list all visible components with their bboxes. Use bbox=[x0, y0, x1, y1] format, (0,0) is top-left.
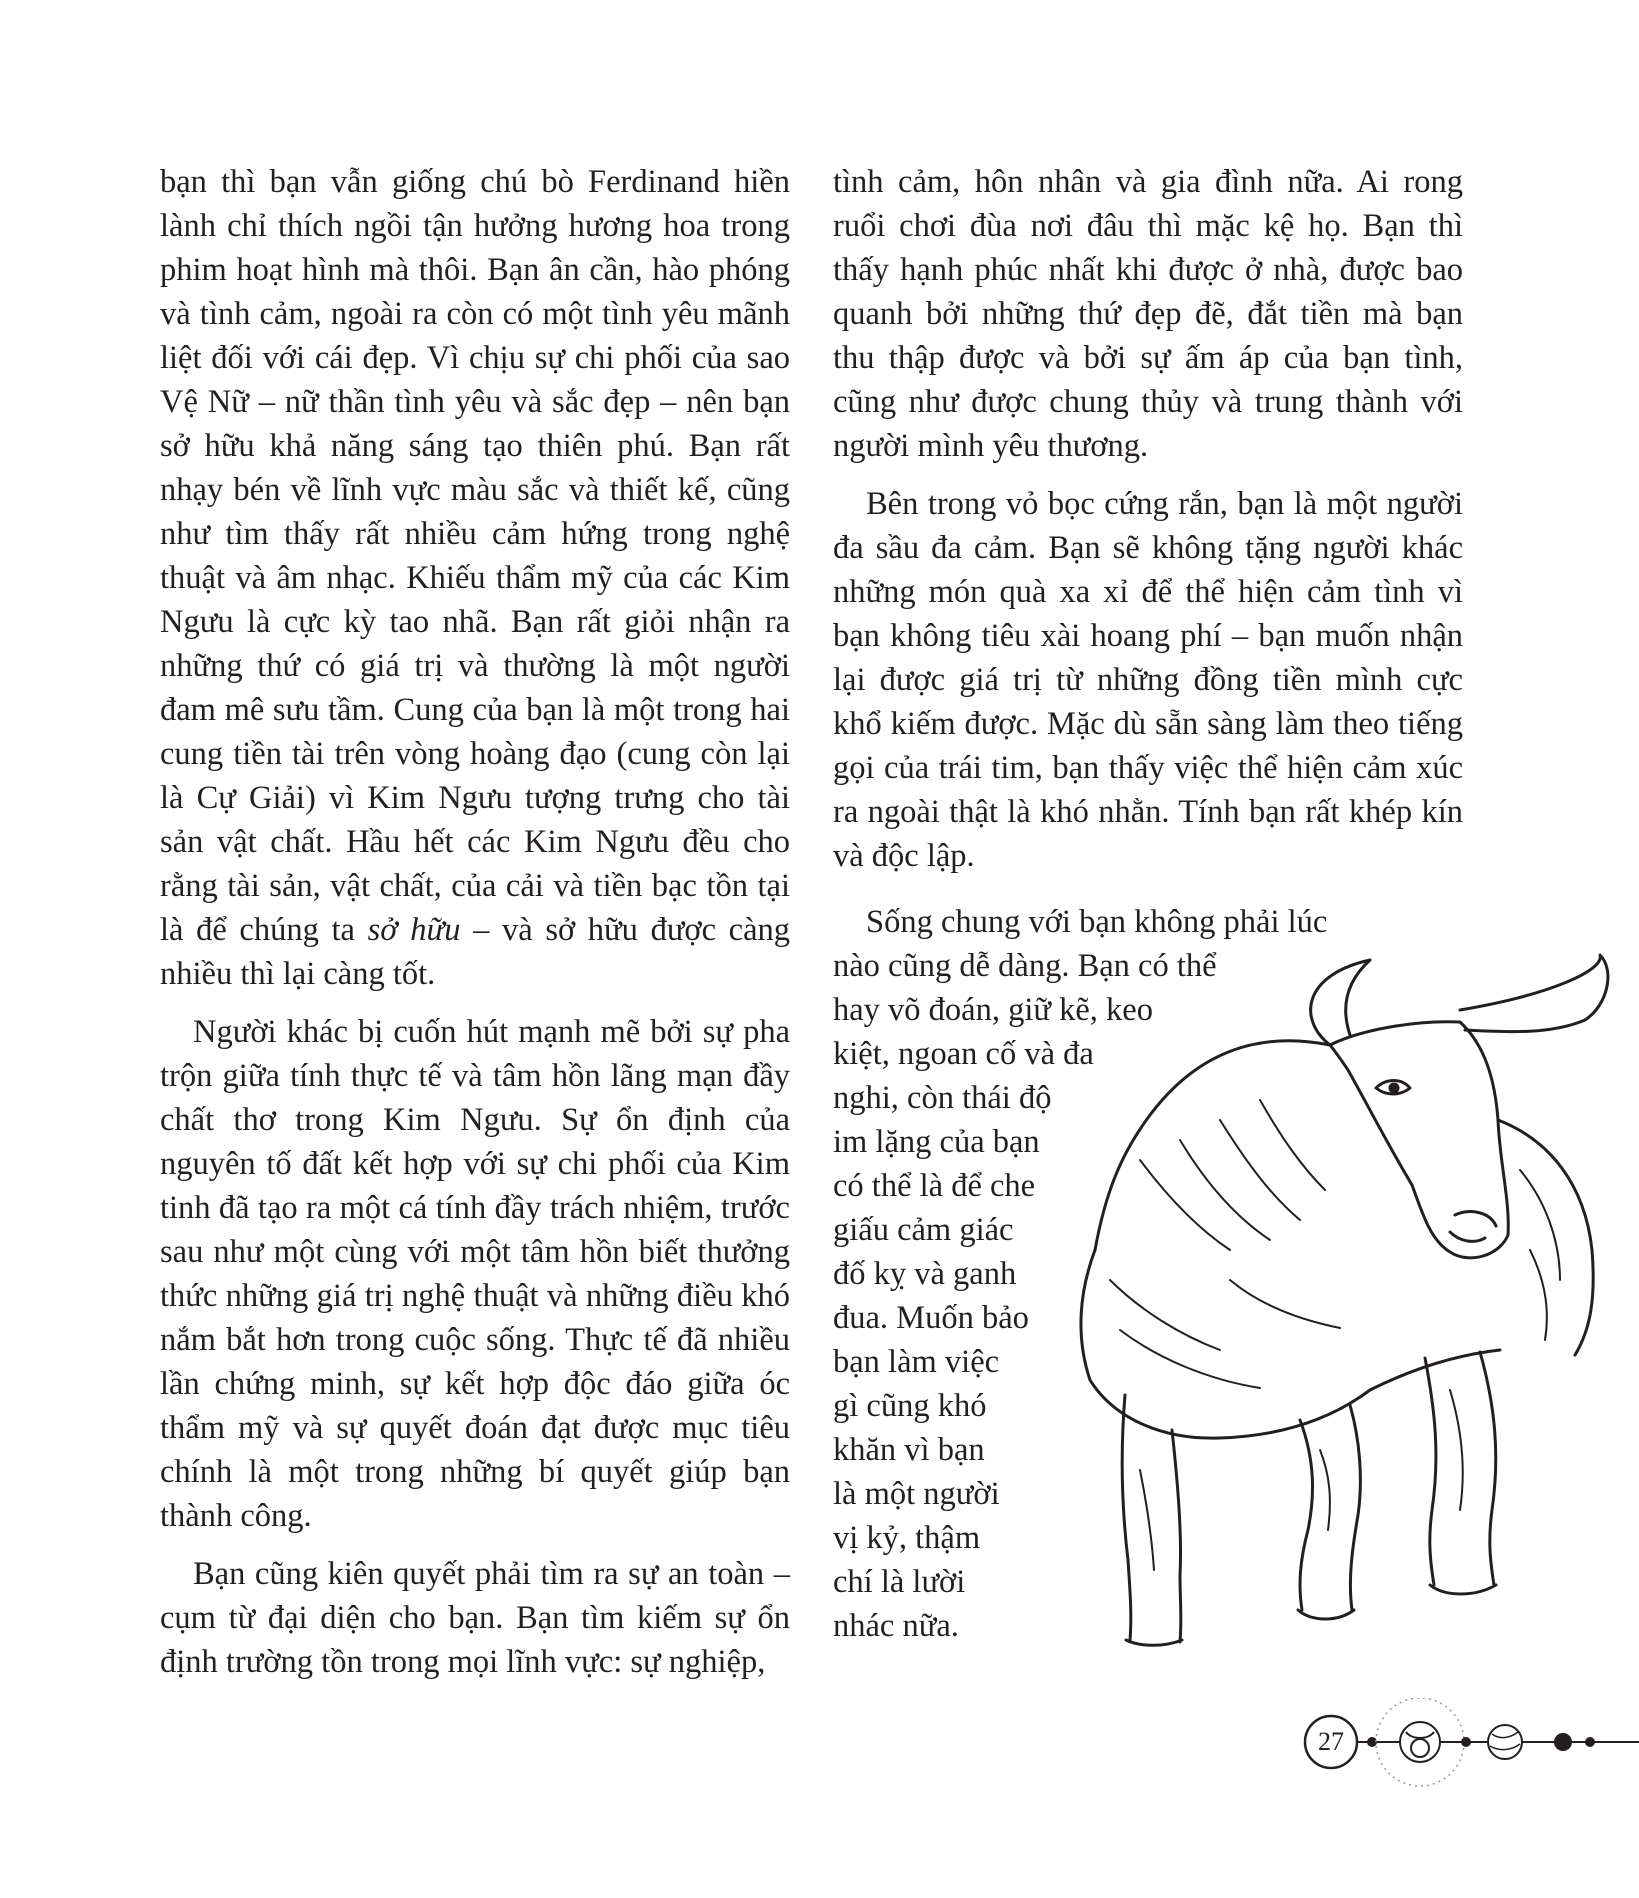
paragraph-4: tình cảm, hôn nhân và gia đình nữa. Ai rong ruổi chơi đùa nơi đâu thì mặc kệ họ. Bạn thì thấy hạnh phúc nhất khi được ở nhà, được bao quanh bởi những thứ đẹp đẽ, đắt tiền mà bạn thu thập được và bởi sự ấm áp của bạn tình, cũng như được chung thủy và trung thành với người mình yêu thương. bbox=[833, 164, 1463, 464]
text-line: có thể là để che bbox=[833, 1168, 1036, 1204]
text-line: bạn làm việc bbox=[833, 1344, 1000, 1380]
text-line: im lặng của bạn bbox=[833, 1124, 1040, 1160]
page-number: 27 bbox=[1318, 1727, 1344, 1756]
planet-icon bbox=[1488, 1725, 1522, 1759]
emphasis-so-huu: sở hữu bbox=[367, 912, 461, 948]
text-line: hay võ đoán, giữ kẽ, keo bbox=[833, 992, 1153, 1028]
paragraph-3: Bạn cũng kiên quyết phải tìm ra sự an toàn – cụm từ đại diện cho bạn. Bạn tìm kiếm sự ổn định trường tồn trong mọi lĩnh vực: sự nghiệp, bbox=[160, 1556, 790, 1680]
paragraph-1: bạn thì bạn vẫn giống chú bò Ferdinand hiền lành chỉ thích ngồi tận hưởng hương hoa trong phim hoạt hình mà thôi. Bạn ân cần, hào phóng và tình cảm, ngoài ra còn có một tình yêu mãnh liệt đối với cái đẹp. Vì chịu sự chi phối của sao Vệ Nữ – nữ thần tình yêu và sắc đẹp – nên bạn sở hữu khả năng sáng tạo thiên phú. Bạn rất nhạy bén về lĩnh vực màu sắc và thiết kế, cũng như tìm thấy rất nhiều cảm hứng trong nghệ thuật và âm nhạc. Khiếu thẩm mỹ của các Kim Ngưu là cực kỳ tao nhã. Bạn rất giỏi nhận ra những thứ có giá trị và thường là một người đam mê sưu tầm. Cung của bạn là một trong hai cung tiền tài trên vòng hoàng đạo (cung còn lại là Cự Giải) vì Kim Ngưu tượng trưng cho tài sản vật chất. Hầu hết các Kim Ngưu đều cho rằng tài sản, vật chất, của cải và tiền bạc tồn tại là để chúng ta sở hữu – và sở hữu được càng nhiều thì lại càng tốt. bbox=[160, 164, 791, 992]
text-line: Sống chung với bạn không phải lúc bbox=[866, 904, 1328, 940]
right-column bbox=[833, 160, 1463, 878]
text-line: nghi, còn thái độ bbox=[833, 1080, 1052, 1116]
text-line: kiệt, ngoan cố và đa bbox=[833, 1036, 1094, 1072]
text-line: khăn vì bạn bbox=[833, 1432, 985, 1468]
text-line: đua. Muốn bảo bbox=[833, 1300, 1029, 1336]
bull-sketch-icon bbox=[1030, 950, 1630, 1650]
text-line: gì cũng khó bbox=[833, 1388, 987, 1424]
paragraph-2: Người khác bị cuốn hút mạnh mẽ bởi sự pha trộn giữa tính thực tế và tâm hồn lãng mạn đầy chất thơ trong Kim Ngưu. Sự ổn định của nguyên tố đất kết hợp với sự chi phối của Kim tinh đã tạo ra một cá tính đầy trách nhiệm, trước sau như một cùng với một tâm hồn biết thưởng thức những giá trị nghệ thuật và những điều khó nắm bắt hơn trong cuộc sống. Thực tế đã nhiều lần chứng minh, sự kết hợp độc đáo giữa óc thẩm mỹ và sự quyết đoán đạt được mục tiêu chính là một trong những bí quyết giúp bạn thành công. bbox=[160, 1014, 790, 1534]
text-line: nào cũng dễ dàng. Bạn có thể bbox=[833, 948, 1217, 984]
text-line: chí là lười bbox=[833, 1564, 966, 1600]
left-column bbox=[160, 160, 790, 1684]
paragraph-5: Bên trong vỏ bọc cứng rắn, bạn là một người đa sầu đa cảm. Bạn sẽ không tặng người khác những món quà xa xỉ để thể hiện cảm tình vì bạn không tiêu xài hoang phí – bạn muốn nhận lại được giá trị từ những đồng tiền mình cực khổ kiếm được. Mặc dù sẵn sàng làm theo tiếng gọi của trái tim, bạn thấy việc thể hiện cảm xúc ra ngoài thật là khó nhằn. Tính bạn rất khép kín và độc lập. bbox=[833, 486, 1463, 874]
text-line: nhác nữa. bbox=[833, 1608, 959, 1644]
text-line: vị kỷ, thậm bbox=[833, 1520, 981, 1556]
text-line: là một người bbox=[833, 1476, 1000, 1512]
taurus-symbol-icon bbox=[1400, 1722, 1440, 1762]
text-line: đố kỵ và ganh bbox=[833, 1256, 1017, 1292]
text-line: giấu cảm giác bbox=[833, 1212, 1014, 1248]
